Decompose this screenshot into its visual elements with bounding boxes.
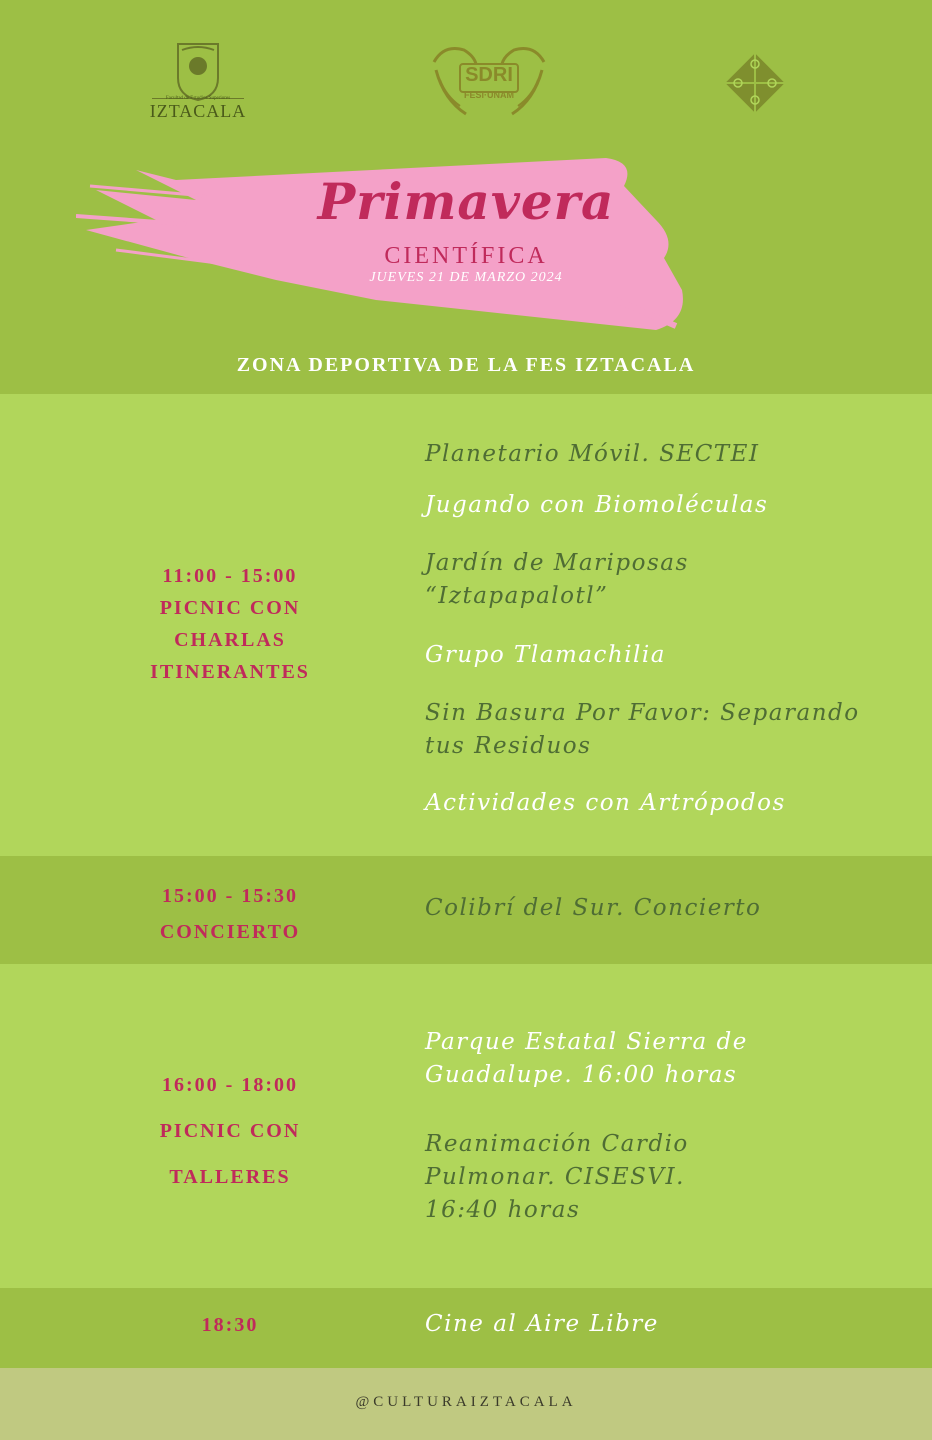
block1-title-line: ITINERANTES <box>150 661 310 683</box>
activity-item: Actividades con Artrópodos <box>425 790 786 816</box>
block2-time: 15:00 - 15:30 <box>162 885 298 907</box>
venue-title: ZONA DEPORTIVA DE LA FES IZTACALA <box>236 354 696 376</box>
cultura-diamond-icon <box>714 42 796 124</box>
activity-item: Jardín de Mariposas “Iztapapalotl” <box>425 550 689 609</box>
block2-time-title <box>90 880 370 948</box>
logo-left-small: Facultad de Estudios Superiores <box>165 96 231 101</box>
logo-center-text: SDRI <box>465 64 513 86</box>
schedule-block-2 <box>0 856 932 964</box>
schedule-block-3 <box>0 964 932 1288</box>
activity-item: Colibrí del Sur. Concierto <box>425 895 762 921</box>
block1-time: 11:00 - 15:00 <box>162 565 298 587</box>
activity-item: Cine al Aire Libre <box>425 1311 659 1337</box>
activity-item: Sin Basura Por Favor: Separando tus Residuos <box>425 700 860 759</box>
block3-time: 16:00 - 18:00 <box>162 1074 298 1096</box>
activity-item: Reanimación Cardio Pulmonar. CISESVI. 16:40 horas <box>425 1131 689 1223</box>
logo-center-sub: FESI·UNAM <box>464 90 514 100</box>
block2-title: CONCIERTO <box>159 921 301 943</box>
activity-item: Grupo Tlamachilia <box>425 642 666 668</box>
footer-handle: @CULTURAIZTACALA <box>0 1368 932 1440</box>
activity-item: Planetario Móvil. SECTEI <box>425 441 760 467</box>
schedule-block-4 <box>0 1288 932 1368</box>
block4-time: 18:30 <box>201 1314 259 1336</box>
block3-title-line: PICNIC CON <box>159 1120 301 1142</box>
logo-left-text: IZTACALA <box>149 101 247 121</box>
header <box>0 0 932 394</box>
title-script: Primavera <box>317 172 615 231</box>
title-sub: CIENTÍFICA <box>384 243 548 269</box>
block1-title-line: CHARLAS <box>174 629 286 651</box>
activity-item: Parque Estatal Sierra de Guadalupe. 16:00 horas <box>425 1029 748 1088</box>
block3-title-line: TALLERES <box>169 1166 291 1188</box>
block1-time-title <box>90 560 370 688</box>
block1-title-line: PICNIC CON <box>159 597 301 619</box>
block3-time-title <box>90 1062 370 1200</box>
schedule-block-1 <box>0 394 932 856</box>
activity-item: Jugando con Biomoléculas <box>425 492 769 518</box>
event-date: JUEVES 21 DE MARZO 2024 <box>369 270 563 285</box>
